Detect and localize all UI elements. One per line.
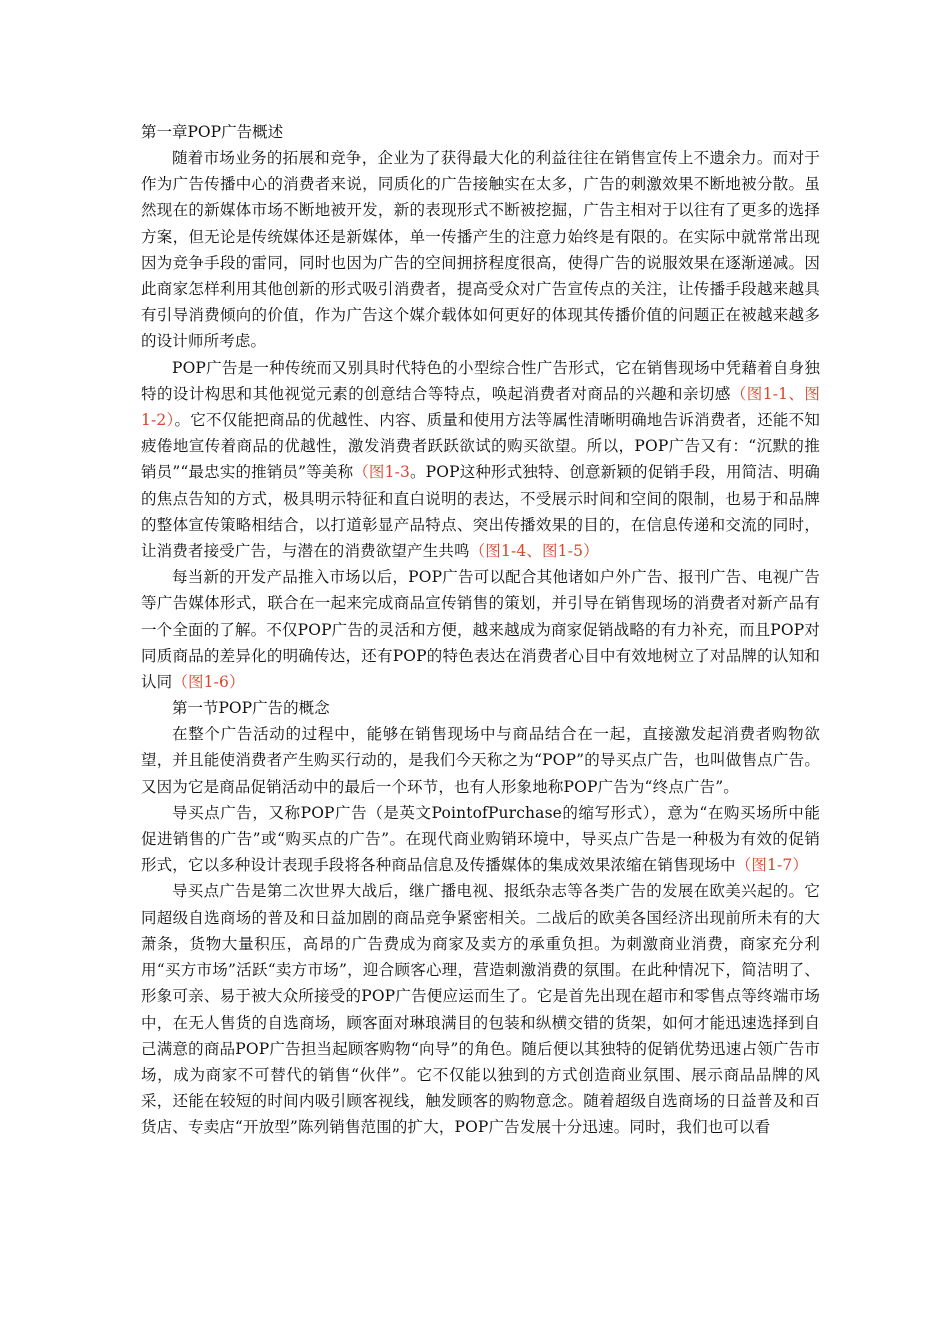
- paragraph-pop-definition: [141, 355, 820, 565]
- paragraph-point-of-purchase: [141, 800, 820, 879]
- figure-reference: （图1-4、图1-5）: [469, 542, 599, 561]
- figure-reference: （图1-1、图1-2）: [141, 384, 820, 430]
- paragraph-new-products: [141, 564, 820, 695]
- paragraph-text: 导买点广告，又称POP广告（是英文PointofPurchase的缩写形式），意为“在购买场所中能促进销售的广告”或“购买点的广告”。在现代商业购销环境中，导买点广告是一种极为有效的促销形式，它以多种设计表现手段将各种商品信息及传播媒体的集成效果浓缩在销售现场中: [141, 803, 820, 875]
- paragraph-text: 。它不仅能把商品的优越性、内容、质量和使用方法等属性清晰明确地告诉消费者，还能不知疲倦地宣传着商品的优越性，激发消费者跃跃欲试的购买欲望。所以，POP广告又有：“沉默的推销员”“最忠实的推销员”等美称: [141, 411, 821, 482]
- paragraph-history: 导买点广告是第二次世界大战后，继广播电视、报纸杂志等各类广告的发展在欧美兴起的。它同超级自选商场的普及和日益加剧的商品竞争紧密相关。二战后的欧美各国经济出现前所未有的大萧条，货物大量积压，高昂的广告费成为商家及卖方的承重负担。为刺激商业消费，商家充分利用“买方市场”活跃“卖方市场”，迎合顾客心理，营造刺激消费的氛围。在此种情况下，简洁明了、形象可亲、易于被大众所接受的POP广告便应运而生了。它是首先出现在超市和零售点等终端市场中，在无人售货的自选商场，顾客面对琳琅满目的包装和纵横交错的货架，如何才能迅速选择到自己满意的商品POP广告担当起顾客购物“向导”的角色。随后便以其独特的促销优势迅速占领广告市场，成为商家不可替代的销售“伙伴”。它不仅能以独到的方式创造商业氛围、展示商品品牌的风采，还能在较短的时间内吸引顾客视线，触发顾客的购物意念。随着超级自选商场的日益普及和百货店、专卖店“开放型”陈列销售范围的扩大，POP广告发展十分迅速。同时，我们也可以看: [141, 882, 820, 1137]
- paragraph-text: 每当新的开发产品推入市场以后，POP广告可以配合其他诸如户外广告、报刊广告、电视广告等广告媒体形式，联合在一起来完成商品宣传销售的策划，并引导在销售现场的消费者对新产品有一个全面的了解。不仅POP广告的灵活和方便，越来越成为商家促销战略的有力补充，而且POP对同质商品的差异化的明确传达，还有POP的特色表达在消费者心目中有效地树立了对品牌的认知和认同: [141, 568, 820, 692]
- figure-reference: （图1-7）: [735, 856, 809, 875]
- paragraph-intro: 随着市场业务的拓展和竞争，企业为了获得最大化的利益往往在销售宣传上不遗余力。而对于作为广告传播中心的消费者来说，同质化的广告接触实在太多，广告的刺激效果不断地被分散。虽然现在的新媒体市场不断地被开发，新的表现形式不断被挖掘，广告主相对于以往有了更多的选择方案，但无论是传统媒体还是新媒体，单一传播产生的注意力始终是有限的。在实际中就常常出现因为竞争手段的雷同，同时也因为广告的空间拥挤程度很高，使得广告的说服效果在逐渐递减。因此商家怎样利用其他创新的形式吸引消费者，提高受众对广告宣传点的关注，让传播手段越来越具有引导消费倾向的价值，作为广告这个媒介载体如何更好的体现其传播价值的问题正在被越来越多的设计师所考虑。: [141, 149, 820, 351]
- figure-reference: （图1-3: [353, 463, 410, 482]
- chapter-title: 第一章POP广告概述: [141, 123, 284, 141]
- paragraph-concept: 在整个广告活动的过程中，能够在销售现场中与商品结合在一起，直接激发起消费者购物欲望，并且能使消费者产生购买行动的，是我们今天称之为“POP”的导买点广告，也叫做售点广告。又因为它是商品促销活动中的最后一个环节，也有人形象地称POP广告为“终点广告”。: [141, 725, 820, 796]
- figure-reference: （图1-6）: [172, 673, 245, 692]
- paragraph-text: POP广告是一种传统而又别具时代特色的小型综合性广告形式，它在销售现场中凭藉着自身独特的设计构思和其他视觉元素的创意结合等特点，唤起消费者对商品的兴趣和亲切感: [141, 358, 820, 403]
- section-title: 第一节POP广告的概念: [172, 699, 330, 718]
- paragraph-text: 。POP这种形式独特、创意新颖的促销手段，用简洁、明确的焦点告知的方式，极具明示特征和直白说明的表达，不受展示时间和空间的限制，也易于和品牌的整体宣传策略相结合，以打道彰显产品特点、突出传播效果的目的，在信息传递和交流的同时，让消费者接受广告，与潜在的消费欲望产生共鸣: [141, 463, 820, 561]
